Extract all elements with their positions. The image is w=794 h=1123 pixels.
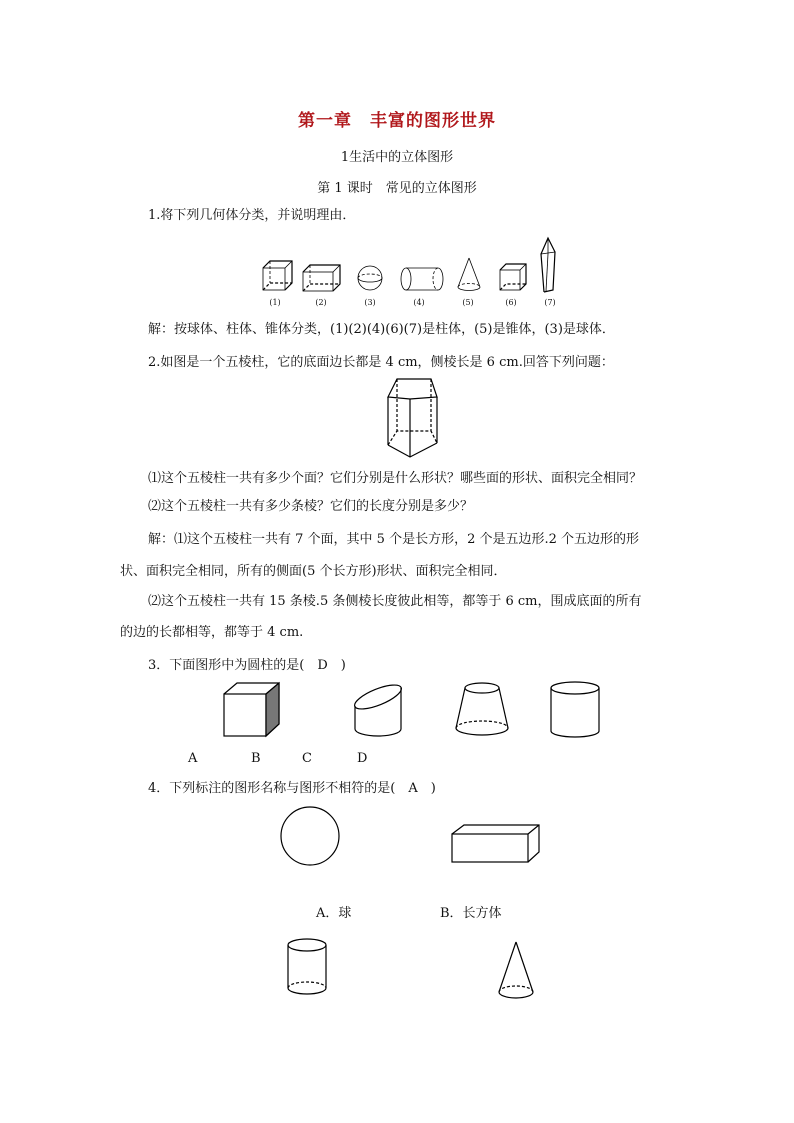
- q4-option-b-label: B．长方体: [440, 906, 502, 921]
- question-2-sub-1: ⑴这个五棱柱一共有多少个面？它们分别是什么形状？哪些面的形状、面积完全相同？: [148, 471, 643, 486]
- q1-label-7: (7): [544, 298, 556, 307]
- q1-label-5: (5): [462, 298, 474, 307]
- cube-solid-1: [263, 261, 292, 290]
- cone-option-d: [499, 942, 533, 998]
- q1-label-4: (4): [413, 298, 425, 307]
- prism-solid-7: [541, 238, 555, 292]
- cylinder-solid-4: [401, 268, 443, 290]
- question-2-answer-1-line-2: 状、面积完全相同，所有的侧面(5 个长方形)形状、面积完全相同．: [120, 564, 507, 579]
- q3-option-a-label: A: [188, 751, 198, 766]
- oblique-cylinder-option-b: [352, 680, 404, 736]
- q3-option-b-label: B: [251, 751, 261, 766]
- cylinder-option-d: [551, 682, 599, 737]
- question-3-text: 3．下面图形中为圆柱的是( D ): [148, 658, 346, 673]
- circle-option-a: [281, 807, 339, 865]
- cuboid-option-b: [452, 825, 539, 862]
- q3-option-d-label: D: [357, 751, 368, 766]
- section-title: 1生活中的立体图形: [340, 150, 454, 165]
- q1-label-2: (2): [315, 298, 327, 307]
- question-1-answer: 解：按球体、柱体、锥体分类，(1)(2)(4)(6)(7)是柱体，(5)是锥体，(3)是球体．: [148, 322, 615, 337]
- chapter-title: 第一章 丰富的图形世界: [298, 111, 496, 131]
- lesson-title: 第 1 课时 常见的立体图形: [317, 181, 477, 196]
- question-2-answer-2-line-1: ⑵这个五棱柱一共有 15 条棱.5 条侧棱长度彼此相等，都等于 6 cm，围成底面的所有: [148, 594, 642, 609]
- question-2-sub-2: ⑵这个五棱柱一共有多少条棱？它们的长度分别是多少？: [148, 499, 474, 514]
- q1-label-6: (6): [505, 298, 517, 307]
- frustum-option-c: [456, 683, 508, 735]
- question-2-text: 2.如图是一个五棱柱，它的底面边长都是 4 cm，侧棱长是 6 cm.回答下列问题：: [148, 355, 614, 370]
- q4-option-a-label: A．球: [316, 906, 352, 921]
- question-1-text: 1.将下列几何体分类，并说明理由．: [148, 208, 356, 223]
- cuboid-solid-2: [303, 265, 340, 291]
- question-4-text: 4．下列标注的图形名称与图形不相符的是( A ): [148, 781, 436, 796]
- q1-label-3: (3): [364, 298, 376, 307]
- question-2-answer-1-line-1: 解：⑴这个五棱柱一共有 7 个面，其中 5 个是长方形，2 个是五边形.2 个五边形的形: [148, 532, 640, 547]
- q1-solids-figure: [255, 232, 565, 302]
- sphere-solid-3: [358, 266, 382, 290]
- q3-options-figure: [215, 680, 615, 742]
- question-2-answer-2-line-2: 的边的长都相等，都等于 4 cm.: [120, 625, 304, 640]
- q4-shapes-figure: [270, 800, 560, 1010]
- cone-solid-5: [458, 258, 480, 291]
- q1-label-1: (1): [269, 298, 281, 307]
- pentagonal-prism-figure: [380, 375, 442, 460]
- q3-option-c-label: C: [302, 751, 312, 766]
- cylinder-option-c: [288, 939, 326, 994]
- cube-option-a: [224, 683, 279, 736]
- cube-solid-6: [500, 264, 526, 290]
